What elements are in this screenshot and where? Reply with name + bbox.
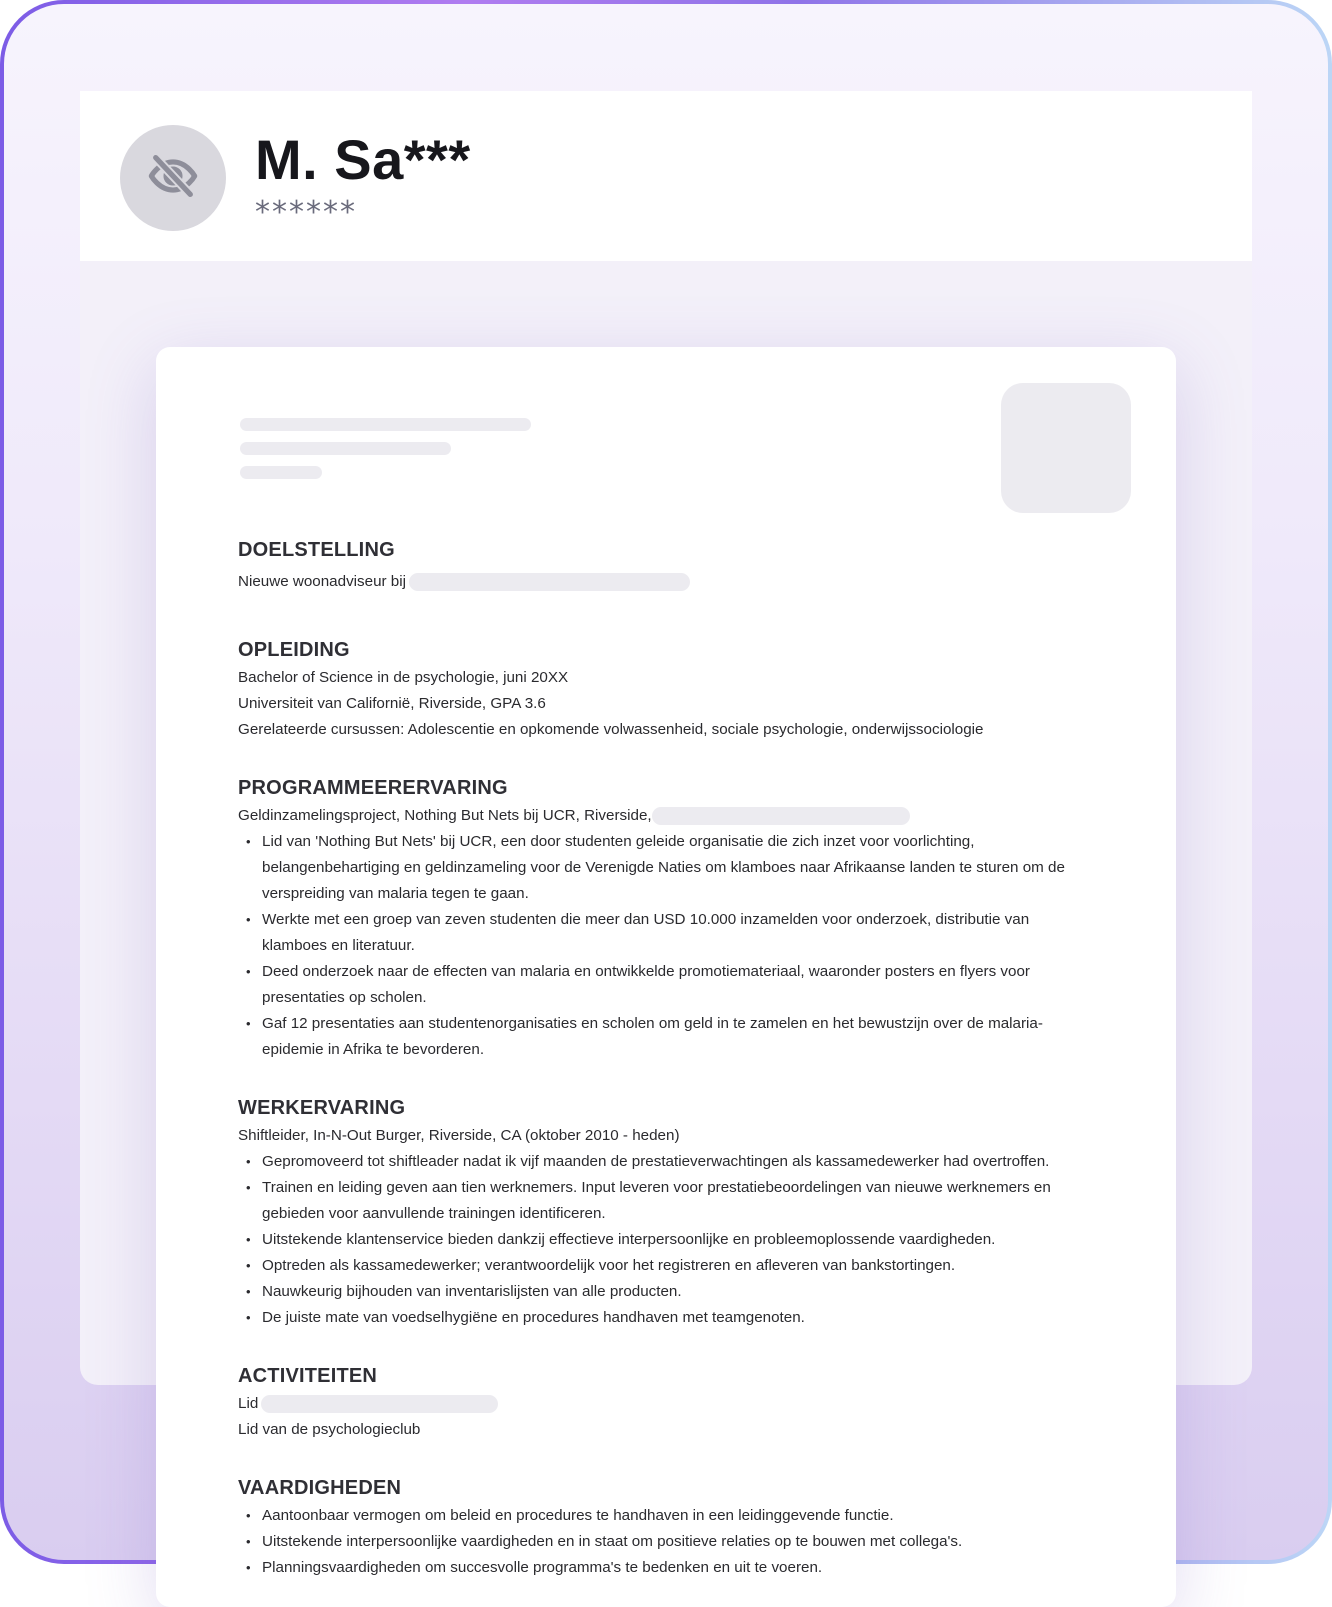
section-title: ACTIVITEITEN — [238, 1365, 378, 1387]
list-item: • Nauwkeurig bijhouden van inventarislijsten van alle producten. — [238, 1279, 1108, 1305]
activity-line — [238, 1391, 1108, 1417]
section-title: WERKERVARING — [238, 1097, 406, 1119]
education-line: Bachelor of Science in de psychologie, juni 20XX — [238, 669, 569, 686]
list-item: • Optreden als kassamedewerker; verantwoordelijk voor het registreren en afleveren van bankstortingen. — [238, 1253, 1108, 1279]
card-background — [4, 4, 1328, 1576]
list-item: • Lid van 'Nothing But Nets' bij UCR, een door studenten geleide organisatie die zich inzet voor voorlichting, belangenbehartiging en geldinzameling voor de Verenigde Naties om klamboes naar Afrikaanse landen te sturen om de verspreiding van malaria tegen te gaan. — [238, 829, 1094, 907]
section-activities — [238, 1361, 1108, 1443]
list-item: • Werkte met een groep van zeven studenten die meer dan USD 10.000 inzamelden voor onderzoek, distributie van klamboes en literatuur. — [238, 907, 1094, 959]
list-item: • Aantoonbaar vermogen om beleid en procedures te handhaven in een leidinggevende functie. — [238, 1503, 1108, 1529]
profile-subtitle: ****** — [255, 195, 357, 230]
list-item: • Trainen en leiding geven aan tien werknemers. Input leveren voor prestatiebeoordelingen van nieuwe werknemers en gebieden voor aanvullende trainingen identificeren. — [238, 1175, 1108, 1227]
photo-placeholder — [1001, 383, 1131, 513]
redacted-placeholder — [409, 573, 690, 591]
experience-subtitle — [238, 803, 1108, 829]
activity-line: Lid van de psychologieclub — [238, 1421, 421, 1438]
objective-line — [238, 569, 1108, 595]
bullet-list — [238, 1149, 1108, 1331]
bullet-list — [238, 829, 1094, 1063]
bullet-list — [238, 1503, 1108, 1581]
section-title: DOELSTELLING — [238, 539, 395, 561]
profile-header — [80, 91, 1252, 261]
avatar — [120, 125, 226, 231]
list-item: • Uitstekende interpersoonlijke vaardigheden en in staat om positieve relaties op te bouwen met collega's. — [238, 1529, 1108, 1555]
section-objective — [238, 535, 1108, 595]
redacted-placeholder — [261, 1395, 498, 1413]
header-placeholder-line — [240, 466, 322, 479]
section-work-experience — [238, 1093, 1108, 1331]
section-title: VAARDIGHEDEN — [238, 1477, 402, 1499]
activity-text: Lid — [238, 1395, 259, 1412]
list-item: • De juiste mate van voedselhygiëne en procedures handhaven met teamgenoten. — [238, 1305, 1108, 1331]
header-placeholder-line — [240, 442, 451, 455]
section-title: PROGRAMMEERERVARING — [238, 777, 508, 799]
section-program-experience — [238, 773, 1108, 1063]
education-line: Gerelateerde cursussen: Adolescentie en opkomende volwassenheid, sociale psychologie, onderwijssociologie — [238, 721, 984, 738]
list-item: • Gepromoveerd tot shiftleader nadat ik vijf maanden de prestatieverwachtingen als kassamedewerker had overtroffen. — [238, 1149, 1108, 1175]
redacted-placeholder — [652, 807, 910, 825]
education-line: Universiteit van Californië, Riverside, GPA 3.6 — [238, 695, 546, 712]
list-item: • Gaf 12 presentaties aan studentenorganisaties en scholen om geld in te zamelen en het bewustzijn over de malaria-epidemie in Afrika te bevorderen. — [238, 1011, 1094, 1063]
section-title: OPLEIDING — [238, 639, 350, 661]
resume-document — [156, 347, 1176, 1607]
experience-subtitle: Shiftleider, In-N-Out Burger, Riverside, CA (oktober 2010 - heden) — [238, 1127, 680, 1144]
experience-subtitle-text: Geldinzamelingsproject, Nothing But Nets bij UCR, Riverside, — [238, 807, 652, 824]
list-item: • Planningsvaardigheden om succesvolle programma's te bedenken en uit te voeren. — [238, 1555, 1108, 1581]
profile-name: M. Sa*** — [255, 128, 471, 191]
eye-off-icon — [147, 150, 199, 207]
list-item: • Deed onderzoek naar de effecten van malaria en ontwikkelde promotiemateriaal, waaronder posters en flyers voor presentaties op scholen. — [238, 959, 1094, 1011]
section-skills — [238, 1473, 1108, 1581]
objective-text: Nieuwe woonadviseur bij — [238, 573, 406, 590]
list-item: • Uitstekende klantenservice bieden dankzij effectieve interpersoonlijke en probleemoplossende vaardigheden. — [238, 1227, 1108, 1253]
header-placeholder-line — [240, 418, 531, 431]
resume-content — [238, 535, 1108, 1581]
section-education — [238, 635, 1108, 743]
